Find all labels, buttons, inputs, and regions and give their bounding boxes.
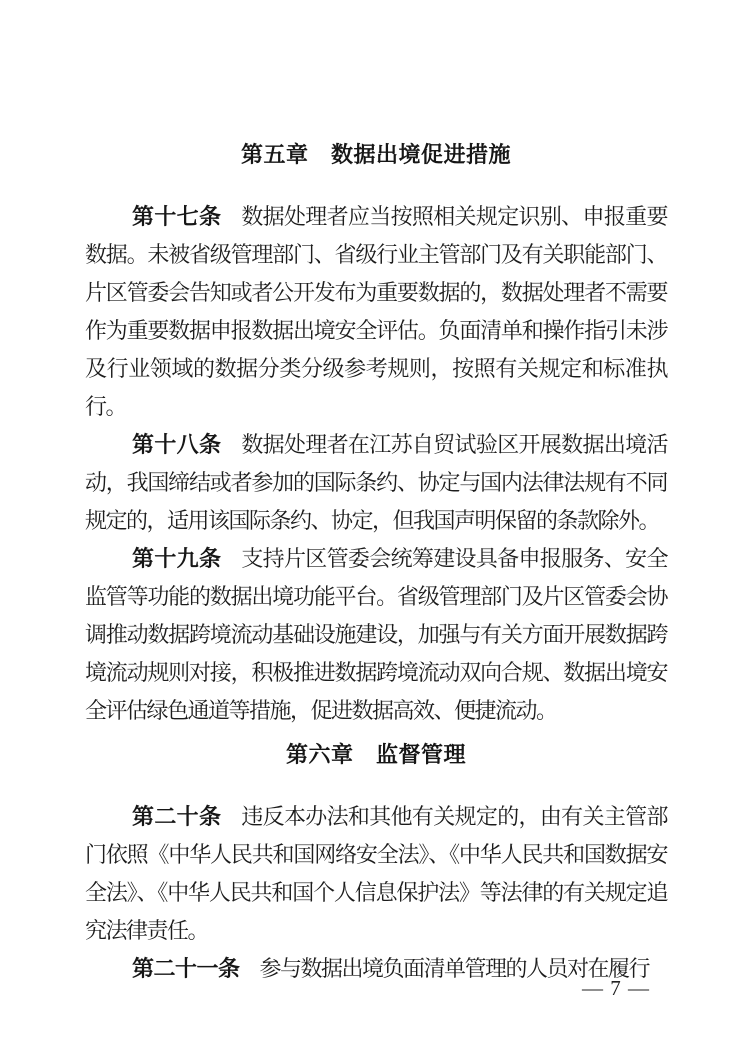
article-19 bbox=[85, 540, 667, 730]
article-17-text: 数据处理者应当按照相关规定识别、申报重要数据。未被省级管理部门、省级行业主管部门及有关职能部门、片区管委会告知或者公开发布为重要数据的，数据处理者不需要作为重要数据申报数据出境安全评估。负面清单和操作指引未涉及行业领域的数据分类分级参考规则，按照有关规定和标准执行。 bbox=[85, 204, 667, 419]
article-18-text: 数据处理者在江苏自贸试验区开展数据出境活动，我国缔结或者参加的国际条约、协定与国内法律法规有不同规定的，适用该国际条约、协定，但我国声明保留的条款除外。 bbox=[85, 432, 667, 533]
article-17-label: 第十七条 bbox=[132, 204, 222, 229]
article-21-label: 第二十一条 bbox=[132, 956, 240, 981]
article-18-label: 第十八条 bbox=[132, 432, 222, 457]
article-20-text: 违反本办法和其他有关规定的，由有关主管部门依照《中华人民共和国网络安全法》、《中华人民共和国数据安全法》、《中华人民共和国个人信息保护法》等法律的有关规定追究法律责任。 bbox=[85, 804, 667, 943]
article-19-text: 支持片区管委会统筹建设具备申报服务、安全监管等功能的数据出境功能平台。省级管理部门及片区管委会协调推动数据跨境流动基础设施建设，加强与有关方面开展数据跨境流动规则对接，积极推进数据跨境流动双向合规、数据出境安全评估绿色通道等措施，促进数据高效、便捷流动。 bbox=[85, 546, 667, 723]
article-21-text: 参与数据出境负面清单管理的人员对在履行 bbox=[259, 956, 650, 981]
article-18 bbox=[85, 426, 667, 540]
chapter-5-heading: 第五章 数据出境促进措施 bbox=[240, 142, 511, 167]
article-20-label: 第二十条 bbox=[132, 804, 222, 829]
page-number: — 7 — bbox=[582, 976, 650, 1000]
article-20 bbox=[85, 798, 667, 950]
article-19-label: 第十九条 bbox=[132, 546, 222, 571]
article-17 bbox=[85, 198, 667, 426]
chapter-6-heading: 第六章 监督管理 bbox=[285, 742, 466, 767]
article-21 bbox=[85, 950, 667, 988]
document-content bbox=[85, 136, 667, 988]
